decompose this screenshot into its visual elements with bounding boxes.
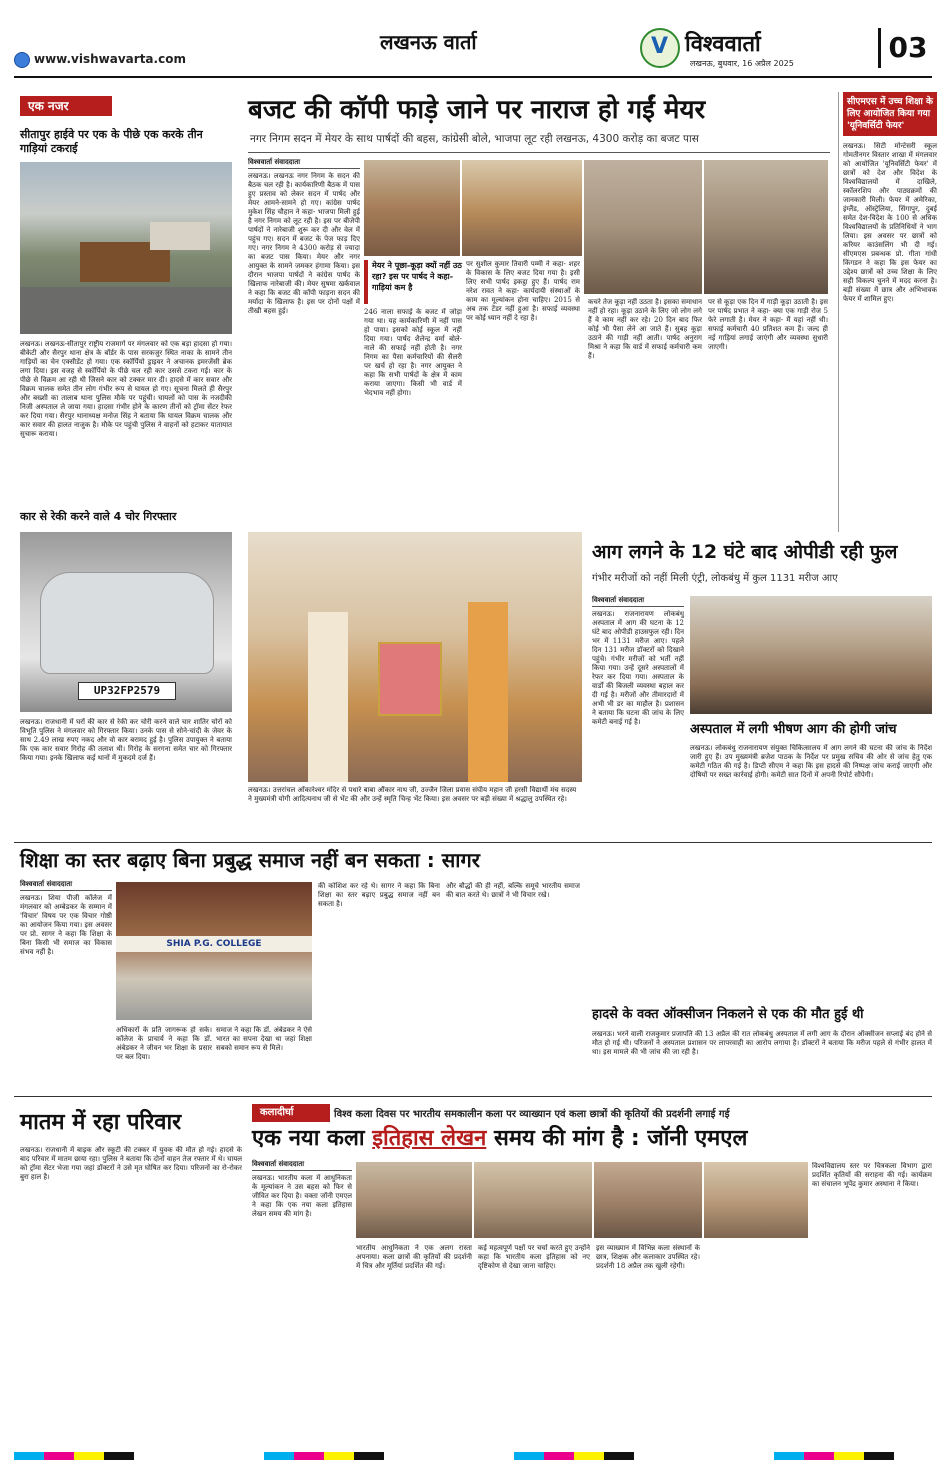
- cms-box: [838, 92, 937, 532]
- lead-col-2: 246 नाला सफाई के बजट में जोड़ा गया था। यह कार्यकारिणी में नहीं पास हो पाया। इसको कोई स्कूल में नहीं दिया गया। पार्षद शैलेन्द्र वर्मा बोले- नाले की सफाई नहीं होती है। नगर निगम का पैसा कर्मचारियों की सैलरी पर खर्च हो रहा है। नगर आयुक्त ने कहा कि सभी पार्षदों के क्षेत्र में काम कराया जाएगा। किसी भी वार्ड में भेदभाव नहीं होगा।: [364, 308, 462, 397]
- kala-photo-1: [356, 1162, 472, 1238]
- shiksha-col-1: लखनऊ। शिया पीजी कॉलेज में मंगलवार को अम्बेडकर के सम्मान में 'विचार' विषय पर एक विचार गोष्ठी का आयोजन किया गया। इस अवसर पर प्रो. सागर ने कहा कि शिक्षा के बिना किसी भी समाज का विकास संभव नहीं है।: [20, 894, 112, 956]
- cms-headline: सीएमएस में उच्च शिक्षा के लिए आयोजित किया गया 'यूनिवर्सिटी फेयर': [843, 92, 937, 136]
- college-event-photo: [116, 882, 312, 1020]
- kala-photo-3: [594, 1162, 702, 1238]
- kala-byline: विश्ववार्ता संवाददाता: [252, 1160, 352, 1171]
- globe-icon: [14, 52, 30, 68]
- kala-headline-b: इतिहास लेखन: [372, 1126, 487, 1151]
- opd-deck: गंभीर मरीजों को नहीं मिली एंट्री, लोकबंधु में कुल 1131 मरीज आए: [592, 573, 838, 584]
- kala-col-4b: [704, 1244, 808, 1442]
- kala-photo-4: [704, 1162, 808, 1238]
- council-photo-2: [462, 160, 582, 256]
- page-number: 03: [878, 28, 935, 68]
- lead-pull-quote: मेयर ने पूछा-कूड़ा क्यों नहीं उठ रहा? इस पर पार्षद ने कहा-गाड़ियां कम है: [364, 260, 470, 304]
- shiksha-col-2: अधिकारों के प्रति जागरूक हो सके। कॉलेज के प्राचार्य ने कहा कि डॉ. अंबेडकर ने जीवन भर शिक्षा के प्रसार पर बल दिया।: [116, 1026, 212, 1061]
- ek-nazar-body-1: लखनऊ। लखनऊ-सीतापुर राष्ट्रीय राजमार्ग पर मंगलवार को एक बड़ा हादसा हो गया। बीकेटी और सैरपुर थाना क्षेत्र के बॉर्डर के पास सरकजुर स्थित नाका के सामने तीन गाड़ियों का चेन एक्सीडेंट हो गया। एक स्कॉर्पियो ड्राइवर ने अचानक इमरजेंसी ब्रेक लगा दिया। इस वजह से स्कॉर्पियो के पीछे चल रही कार उससे टकरा गई। कार के पीछे से विक्रम आ रही थी जिसने कार को टक्कर मार दी। हादसे में कार सवार और विक्रम चालक समेत तीन लोग गंभीर रूप से घायल हो गए। सूचना मिलते ही सैरपुर और बख्शी का तालाब थाना पुलिस मौके पर पहुंची। घायलों को पास के नजदीकी निजी अस्पताल ले जाया गया। हादसा गंभीर होने के कारण तीनों को ट्रॉमा सेंटर रेफर कर दिया गया। सैरपुर थानाध्यक्ष मनोज सिंह ने बताया कि घायल विक्रम चालक और कार सवार की हालत नाजुक है। मौके पर पहुंची पुलिस ने वाहनों को हटाकर यातायात सुचारू कराया।: [20, 340, 232, 438]
- shiksha-col-5: और बौद्धों की ही नहीं, बल्कि समूचे भारतीय समाज की बात करते थे। छात्रों ने भी विचार रखे।: [446, 882, 580, 899]
- lead-deck: नगर निगम सदन में मेयर के साथ पार्षदों की बहस, कांग्रेसी बोले, भाजपा लूट रही लखनऊ, 4300 करोड़ का बजट पास: [250, 133, 699, 145]
- shiksha-col-3: समाज ने कहा कि डॉ. अंबेडकर ने ऐसे भारत का सपना देखा था जहां शिक्षा सबको समान रूप से मिले।: [216, 1026, 312, 1052]
- cms-body: लखनऊ। सिटी मोन्टेसरी स्कूल गोमतीनगर विस्तार शाखा में मंगलवार को आयोजित 'यूनिवर्सिटी फेयर' में छात्रों को देश और विदेश के विश्वविद्यालयों में दाखिले, स्कॉलरशिप और पाठ्यक्रमों की जानकारी मिली। फेयर में अमेरिका, इंग्लैंड, ऑस्ट्रेलिया, सिंगापुर, दुबई समेत देश-विदेश के 100 से अधिक विश्वविद्यालयों के प्रतिनिधियों ने भाग लिया। इस अवसर पर छात्रों को करियर काउंसलिंग भी दी गई। सीएमएस प्रबन्धक प्रो. गीता गांधी किंगडन ने कहा कि इस फेयर का उद्देश्य छात्रों को उच्च शिक्षा के लिए सही विकल्प चुनने में मदद करना है। बड़ी संख्या में छात्र और अभिभावक फेयर में शामिल हुए।: [843, 142, 937, 303]
- event-photo-caption: लखनऊ। उत्तरांचल ओंकारेश्वर मंदिर से पधारे बाबा औंकार नाथ जी, उज्जैन जिला प्रवास संघीय महान जी हरसी विद्यार्थी मंच सदस्य ने मुख्यमंत्री योगी आदित्यनाथ जी से भेंट की और उन्हें स्मृति चिन्ह भेंट किया। इस अवसर पर बड़ी संख्या में श्रद्धालु उपस्थित रहे।: [248, 786, 577, 803]
- brand-name: विश्ववार्ता: [685, 32, 761, 57]
- event-photo: [248, 532, 582, 782]
- kala-deck: विश्व कला दिवस पर भारतीय समकालीन कला पर व्याख्यान एवं कला छात्रों की कृतियों की प्रदर्शनी लगाई गई: [334, 1109, 730, 1120]
- kala-tag: कलादीर्घा: [252, 1104, 330, 1122]
- council-photo-3: [584, 160, 702, 294]
- college-banner: SHIA P.G. COLLEGE: [116, 936, 312, 952]
- kala-col-2: भारतीय आधुनिकता ने एक अलग रास्ता अपनाया। कला छात्रों की कृतियों की प्रदर्शनी में चित्र और मूर्तियां प्रदर्शित की गईं।: [356, 1244, 472, 1270]
- site-url[interactable]: www.vishwavarta.com: [34, 52, 186, 66]
- oxygen-headline: हादसे के वक्त ऑक्सीजन निकलने से एक की मौत हुई थी: [592, 1007, 864, 1022]
- kala-col-1: लखनऊ। भारतीय कला में आधुनिकता के मूल्यांकन ने उस बहस को फिर से जीवित कर दिया है। वक्ता जॉनी एमएल ने कहा कि एक नया कला इतिहास लेखन समय की मांग है।: [252, 1174, 352, 1218]
- lead-col-5: पर से कूड़ा एक दिन में गाड़ी कूड़ा उठाती है। इस पर पार्षद प्रभात ने कहा- क्या एक गाड़ी रोज 5 फेरे लगाती है। मेयर ने कहा- मैं यहां नहीं थी। सफाई कर्मचारी 40 प्रतिशत कम हैं। जल्द ही नई गाड़ियां लगाई जाएंगी और व्यवस्था सुधारी जाएगी।: [708, 298, 828, 351]
- opd-headline: आग लगने के 12 घंटे बाद ओपीडी रही फुल: [592, 541, 898, 563]
- kala-col-3: कई महत्वपूर्ण पक्षों पर चर्चा करते हुए उन्होंने कहा कि भारतीय कला इतिहास को नए दृष्टिकोण से देखा जाना चाहिए।: [478, 1244, 590, 1270]
- council-photo-1: [364, 160, 460, 256]
- highway-accident-photo: [20, 162, 232, 334]
- number-plate: UP32FP2579: [78, 682, 176, 700]
- ek-nazar-headline-1: सीतापुर हाईवे पर एक के पीछे एक करके तीन गाड़ियां टकराई: [20, 128, 203, 155]
- brand-logo-icon: V: [640, 28, 680, 68]
- kala-col-5: विश्वविद्यालय स्तर पर चित्रकला विभाग द्वारा प्रदर्शित कृतियों की सराहना की गई। कार्यक्रम का संचालन भूपेंद्र कुमार अस्थाना ने किया।: [812, 1162, 932, 1188]
- lead-col-1: लखनऊ। लखनऊ नगर निगम के सदन की बैठक चल रही है। कार्यकारिणी बैठक में पास हुए प्रस्ताव को लेकर सदन में पार्षद और मेयर आमने-सामने हो गए। कांग्रेस पार्षद मुकेश सिंह चौहान ने कहा- भाजपा मिली हुई है नगर निगम को लूट रही है। इस पर बीजेपी पार्षदों ने नारेबाजी शुरू कर दी और वेल में पहुंच गए। सदन में बजट के पेज फाड़ दिए गए। नगर निगम ने 4300 करोड़ से ज्यादा का बजट पास किया। मेयर और नगर आयुक्त के सामने जमकर हंगामा किया। इस दौरान भाजपा पार्षदों ने कांग्रेस पार्षद के खिलाफ नारेबाजी की। मेयर सुषमा खर्कवाल ने कहा कि बजट की कॉपी फाड़ना सदन की मर्यादा के खिलाफ है। इस पर दोनों पक्षों में तीखी बहस हुई।: [248, 172, 360, 315]
- lead-col-3: पर सुशील कुमार तिवारी पम्मी ने कहा- शहर के विकास के लिए बजट दिया गया है। इसी लिए सभी पार्षद इकट्ठा हुए हैं। पार्षद राम नरेश रावत ने कहा- कार्यदायी संस्थाओं के काम का मूल्यांकन होना चाहिए। 2015 से अब तक टेंडर नहीं हुआ है। सफाई व्यवस्था पर कोई ध्यान नहीं दे रहा है।: [466, 260, 580, 322]
- shiksha-headline: शिक्षा का स्तर बढ़ाए बिना प्रबुद्ध समाज नहीं बन सकता : सागर: [20, 848, 480, 872]
- lead-col-4: कचरे तेज कूड़ा नहीं उठता है। इसका समाधान नहीं हो रहा। कूड़ा उठाने के लिए जो लोग लगे हैं वे काम नहीं कर रहे। 20 दिन बाद फिर कोई भी पैसा लेने आ जाते हैं। सुबह कूड़ा उठाने की गाड़ी नहीं आती। पार्षद अनुराग मिश्रा ने कहा कि वार्ड में सफाई कर्मचारी कम हैं।: [588, 298, 702, 360]
- dateline: लखनऊ, बुधवार, 16 अप्रैल 2025: [690, 59, 794, 68]
- kala-headline-a: एक नया कला: [252, 1126, 365, 1151]
- section-title: लखनऊ वार्ता: [380, 30, 477, 54]
- lead-headline: बजट की कॉपी फाड़े जाने पर नाराज हो गईं मेयर: [248, 95, 706, 125]
- fire-body: लखनऊ। लोकबंधु राजनारायण संयुक्त चिकित्सालय में आग लगने की घटना की जांच के निर्देश जारी हुए हैं। उप मुख्यमंत्री ब्रजेश पाठक के निर्देश पर प्रमुख सचिव की ओर से जांच हेतु एक कमेटी गठित की गई है। डिप्टी सीएम ने कहा कि इस हादसे की निष्पक्ष जांच कराई जाएगी और दोषियों पर सख्त कार्रवाई होगी। कमेटी सात दिनों में अपनी रिपोर्ट सौंपेगी।: [690, 744, 932, 779]
- kala-photo-2: [474, 1162, 592, 1238]
- matam-body: लखनऊ। राजधानी में बाइक और स्कूटी की टक्कर में युवक की मौत हो गई। हादसे के बाद परिवार में मातम छाया रहा। पुलिस ने बताया कि दोनों वाहन तेज रफ्तार में थे। घायल को ट्रॉमा सेंटर भेजा गया जहां डॉक्टरों ने उसे मृत घोषित कर दिया। परिजनों का रो-रोकर बुरा हाल है।: [20, 1146, 242, 1181]
- matam-headline: मातम में रहा परिवार: [20, 1110, 182, 1135]
- kala-headline-c: समय की मांग है : जॉनी एमएल: [493, 1126, 748, 1151]
- opd-body: लखनऊ। राजनारायण लोकबंधु अस्पताल में आग की घटना के 12 घंटे बाद ओपीडी हाउसफुल रही। दिन भर में 1131 मरीज आए। पहले दिन 131 मरीज डॉक्टरों को दिखाने पहुंचे। गंभीर मरीजों को भर्ती नहीं किया गया। उन्हें दूसरे अस्पतालों में रेफर कर दिया गया। अस्पताल के वार्डों की बिजली व्यवस्था बहाल कर दी गई है। मरीजों और तीमारदारों में अभी भी डर का माहौल है। प्रशासन ने बताया कि घटना की जांच के लिए कमेटी बनाई गई है।: [592, 610, 684, 726]
- car-photo: [20, 532, 232, 712]
- ek-nazar-headline-2: कार से रेकी करने वाले 4 चोर गिरफ्तार: [20, 510, 177, 523]
- ek-nazar-body-2: लखनऊ। राजधानी में घरों की कार से रेकी कर चोरी करने वाले चार शातिर चोरों को विभूति पुलिस ने मंगलवार को गिरफ्तार किया। उनके पास से सोने-चांदी के जेवर के साथ 2.49 लाख रुपए नकद और वो कार बरामद हुई है। पुलिस उपायुक्त ने बताया कि एक कार सवार गिरोह की तलाश थी। गिरोह के सरगना समेत चार को गिरफ्तार किया गया। इनके खिलाफ कई थानों में मुकदमे दर्ज हैं।: [20, 718, 232, 762]
- opd-byline: विश्ववार्ता संवाददाता: [592, 596, 684, 607]
- lead-byline: विश्ववार्ता संवाददाता: [248, 158, 360, 169]
- ek-nazar-label: एक नजर: [20, 96, 112, 116]
- masthead: [0, 0, 945, 80]
- color-registration-strip: [14, 1452, 932, 1462]
- shiksha-byline: विश्ववार्ता संवाददाता: [20, 880, 112, 891]
- shiksha-col-4: की कोशिश कर रहे थे। सागर ने कहा कि बिना शिक्षा का स्तर बढ़ाए प्रबुद्ध समाज नहीं बन सकता है।: [318, 882, 440, 908]
- kala-headline: [252, 1124, 932, 1154]
- fire-headline: अस्पताल में लगी भीषण आग की होगी जांच: [690, 722, 897, 737]
- oxygen-body: लखनऊ। भरने वाली राजकुमार प्रजापति की 13 अप्रैल की रात लोकबंधु अस्पताल में लगी आग के दौरान ऑक्सीजन सप्लाई बंद होने से मौत हो गई थी। परिजनों ने अस्पताल प्रशासन पर लापरवाही का आरोप लगाया है। डॉक्टरों ने बताया कि मरीज पहले से गंभीर हालत में था। इस मामले की भी जांच की जा रही है।: [592, 1030, 932, 1056]
- kala-col-4: इस व्याख्यान में विभिन्न कला संस्थानों के छात्र, शिक्षक और कलाकार उपस्थित रहे। प्रदर्शनी 18 अप्रैल तक खुली रहेगी।: [596, 1244, 700, 1270]
- opd-crowd-photo: [690, 596, 932, 714]
- council-photo-4: [704, 160, 828, 294]
